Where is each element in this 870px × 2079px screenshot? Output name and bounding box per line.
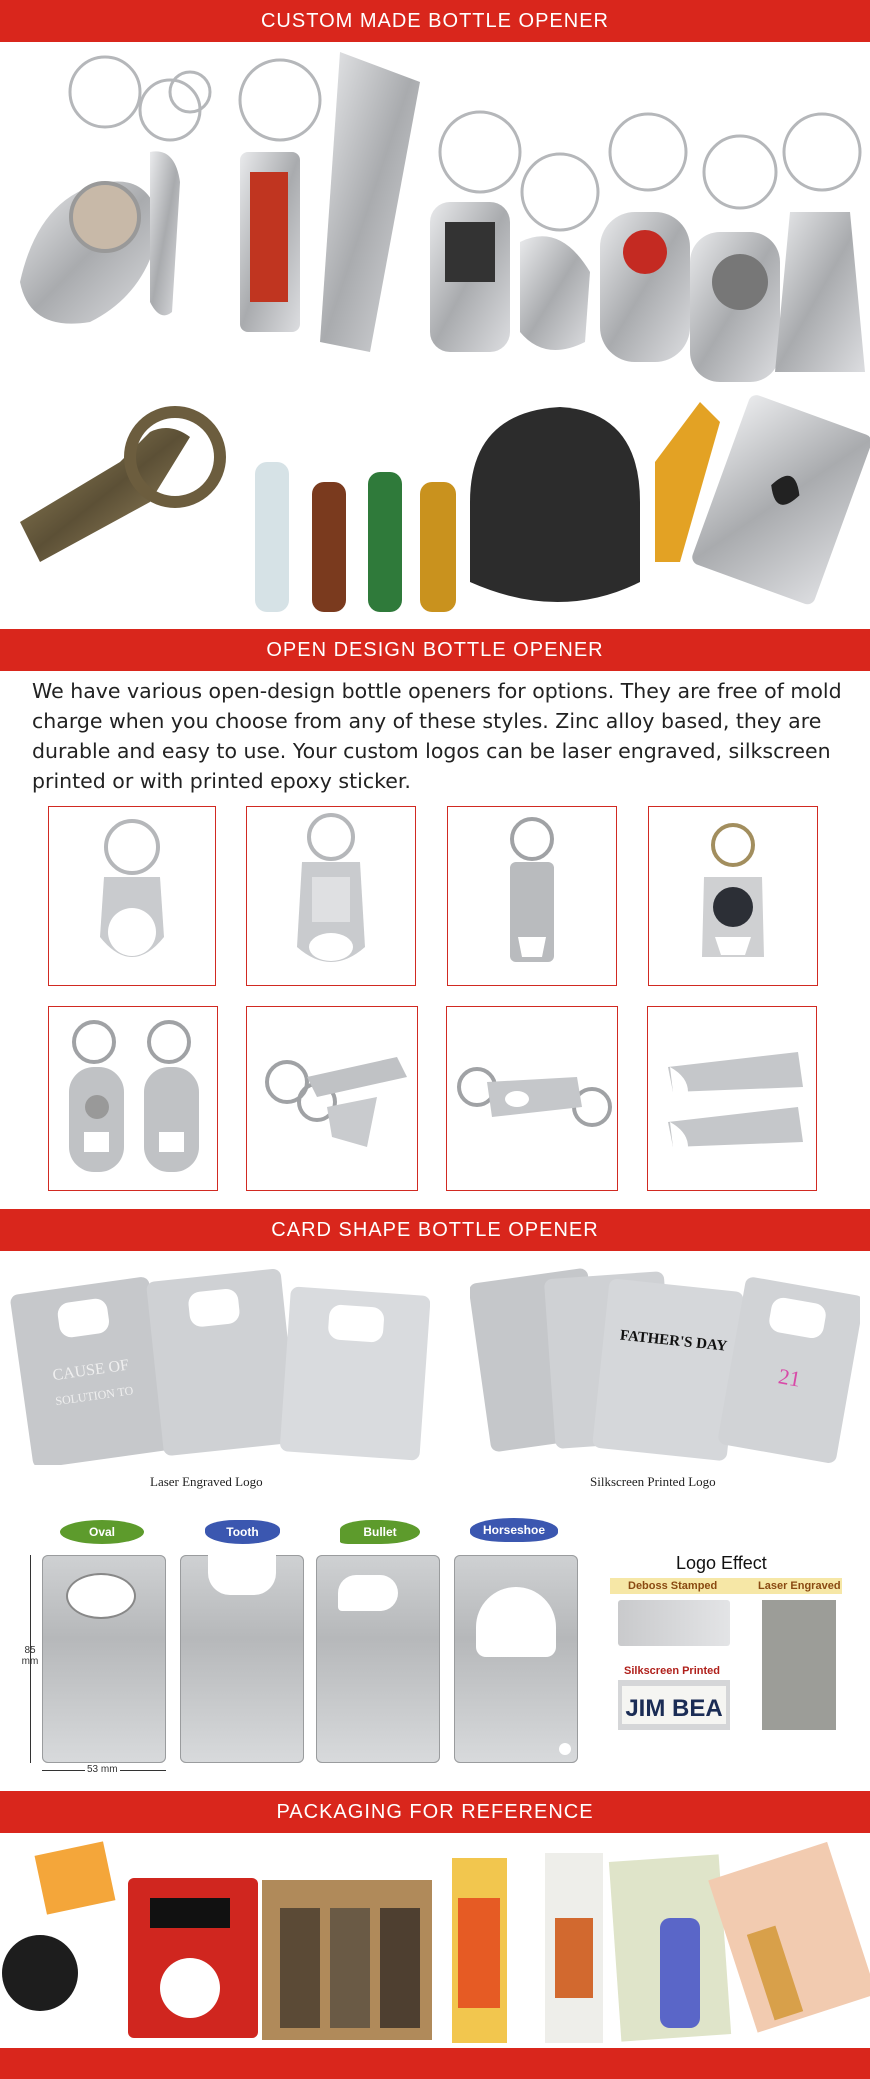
svg-text:CAUSE OF: CAUSE OF xyxy=(51,1356,131,1385)
shape-pill-bullet: Bullet xyxy=(340,1520,420,1544)
section-title: CARD SHAPE BOTTLE OPENER xyxy=(271,1218,599,1241)
shape-pill-tooth: Tooth xyxy=(205,1520,280,1544)
open-design-item xyxy=(246,1006,418,1191)
deboss-sample xyxy=(618,1600,730,1646)
laser-engraved-caption: Laser Engraved Logo xyxy=(150,1474,263,1489)
footer-bar xyxy=(0,2048,870,2079)
svg-text:21: 21 xyxy=(776,1363,803,1392)
horseshoe-cutout xyxy=(476,1587,556,1657)
silkscreen-caption: Silkscreen Printed Logo xyxy=(590,1474,716,1489)
intro-paragraph: We have various open-design bottle openers for options. They are free of mold charge when you choose from any of these styles. Zinc alloy based, they are durable and easy to use. Your custom logos can be laser engraved, silkscreen printed or with printed epoxy sticker. xyxy=(32,679,842,793)
oval-cutout xyxy=(68,1575,134,1617)
section-title: PACKAGING FOR REFERENCE xyxy=(276,1800,594,1823)
section-banner-open-design xyxy=(0,629,870,671)
card-plate-bullet xyxy=(316,1555,440,1763)
deboss-label: Deboss Stamped xyxy=(628,1580,718,1592)
card-plate-tooth xyxy=(180,1555,304,1763)
open-design-item xyxy=(446,1006,618,1191)
section-banner-packaging xyxy=(0,1791,870,1833)
open-design-item xyxy=(447,806,617,986)
shape-pill-horseshoe: Horseshoe xyxy=(470,1518,558,1542)
packaging-photo xyxy=(0,1838,870,2048)
section-title: CUSTOM MADE BOTTLE OPENER xyxy=(260,9,609,32)
card-plate-oval xyxy=(42,1555,166,1763)
laser-engraved-card-photo xyxy=(10,1265,430,1465)
shape-pill-oval: Oval xyxy=(60,1520,144,1544)
silkscreen-card-photo xyxy=(470,1265,860,1475)
open-design-item xyxy=(648,806,818,986)
width-dimension-label: 53 mm xyxy=(87,1764,118,1775)
svg-text:FATHER'S DAY: FATHER'S DAY xyxy=(619,1327,728,1355)
bullet-cutout xyxy=(338,1575,398,1611)
laser-label: Laser Engraved xyxy=(758,1580,841,1592)
laser-sample xyxy=(762,1600,836,1730)
open-design-item xyxy=(647,1006,817,1191)
logo-effect-title: Logo Effect xyxy=(676,1553,767,1573)
silkscreen-label: Silkscreen Printed xyxy=(624,1665,720,1677)
open-design-item xyxy=(48,806,216,986)
section-banner-card-shape xyxy=(0,1209,870,1251)
svg-text:SOLUTION TO: SOLUTION TO xyxy=(54,1383,135,1409)
keyhole xyxy=(559,1743,571,1755)
section-banner-custom xyxy=(0,0,870,42)
svg-text:JIM BEA: JIM BEA xyxy=(625,1695,723,1722)
open-design-item xyxy=(246,806,416,986)
custom-opener-photo xyxy=(0,42,870,620)
height-dimension-label: 85 mm xyxy=(21,1645,39,1667)
silkscreen-sample xyxy=(618,1680,730,1730)
open-design-item xyxy=(48,1006,218,1191)
tooth-cutout xyxy=(208,1555,276,1595)
section-title: OPEN DESIGN BOTTLE OPENER xyxy=(266,638,604,661)
card-plate-horseshoe xyxy=(454,1555,578,1763)
